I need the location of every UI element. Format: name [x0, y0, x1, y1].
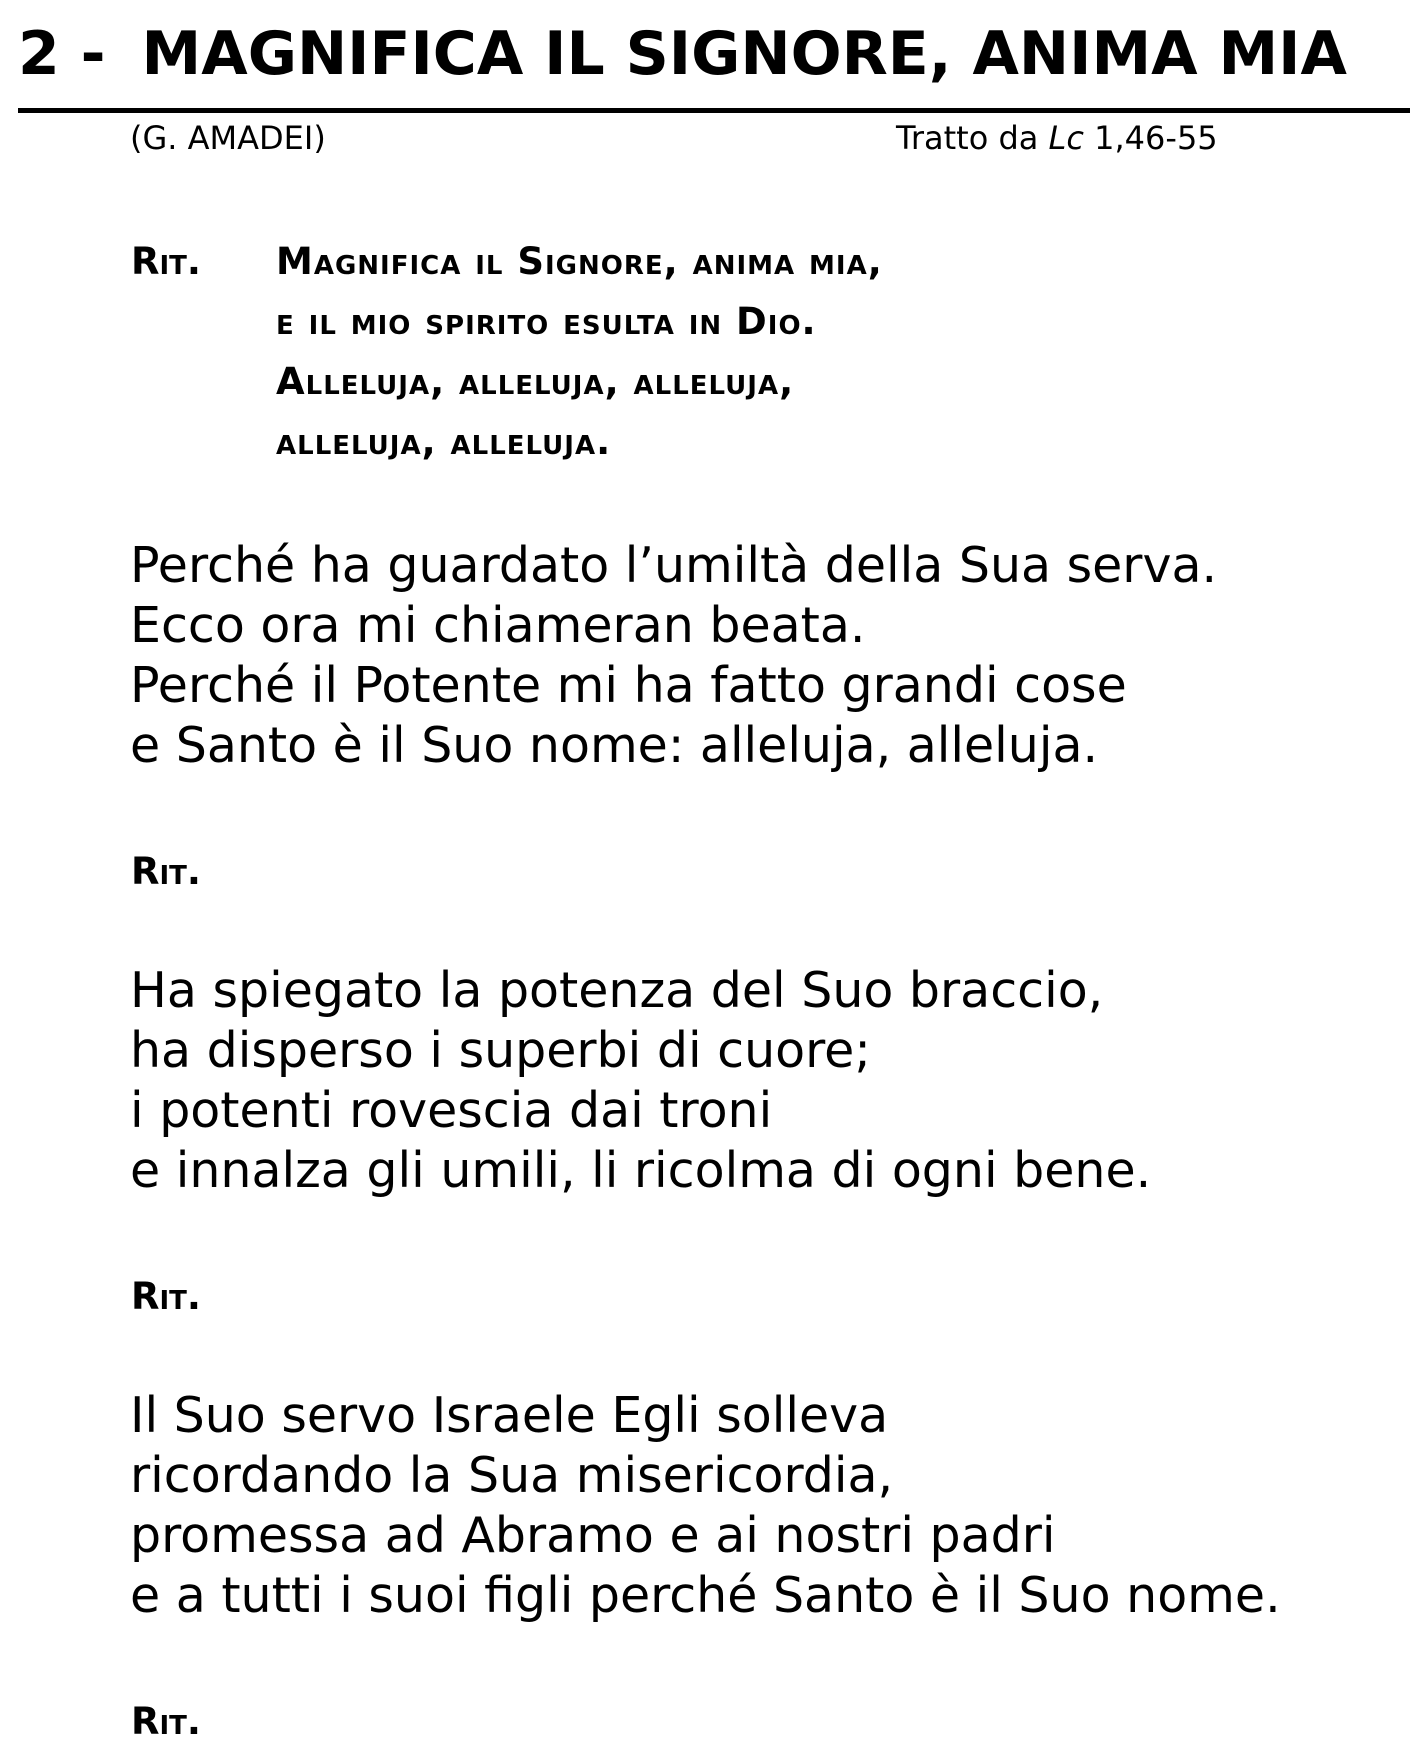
verse-2: [130, 961, 1151, 1201]
refrain-line: Magnifica il Signore, anima mia,: [276, 240, 883, 283]
page-title: [18, 14, 1347, 94]
verse-line: Ha spiegato la potenza del Suo braccio,: [130, 962, 1104, 1019]
verse-3: [130, 1386, 1281, 1626]
verse-line: ricordando la Sua misericordia,: [130, 1447, 894, 1504]
verse-line: e Santo è il Suo nome: alleluja, alleluja.: [130, 717, 1099, 774]
verse-line: Ecco ora mi chiameran beata.: [130, 597, 866, 654]
refrain-line: alleluja, alleluja.: [276, 420, 612, 463]
song-number: 2 -: [18, 19, 106, 89]
song-source: [896, 118, 1218, 158]
title-divider: [18, 108, 1410, 113]
refrain: [276, 232, 883, 472]
verse-line: promessa ad Abramo e ai nostri padri: [130, 1507, 1056, 1564]
verse-line: Perché ha guardato l’umiltà della Sua serva.: [130, 537, 1218, 594]
verse-line: e a tutti i suoi figli perché Santo è il Suo nome.: [130, 1567, 1281, 1624]
song-title: MAGNIFICA IL SIGNORE, ANIMA MIA: [141, 19, 1347, 89]
verse-line: Il Suo servo Israele Egli solleva: [130, 1387, 889, 1444]
verse-line: e innalza gli umili, li ricolma di ogni bene.: [130, 1142, 1152, 1199]
refrain-marker: Rit.: [131, 1275, 201, 1318]
refrain-label: Rit.: [131, 240, 201, 283]
verse-line: Perché il Potente mi ha fatto grandi cose: [130, 657, 1127, 714]
verse-line: ha disperso i superbi di cuore;: [130, 1022, 871, 1079]
refrain-marker: Rit.: [131, 850, 201, 893]
source-ref: 1,46-55: [1083, 119, 1218, 157]
source-prefix: Tratto da: [896, 119, 1049, 157]
refrain-line: Alleluja, alleluja, alleluja,: [276, 360, 795, 403]
verse-1: [130, 536, 1217, 776]
refrain-marker: Rit.: [131, 1700, 201, 1743]
song-author: (G. AMADEI): [130, 119, 326, 157]
refrain-line: e il mio spirito esulta in Dio.: [276, 300, 817, 343]
source-book: Lc: [1048, 119, 1084, 157]
verse-line: i potenti rovescia dai troni: [130, 1082, 773, 1139]
